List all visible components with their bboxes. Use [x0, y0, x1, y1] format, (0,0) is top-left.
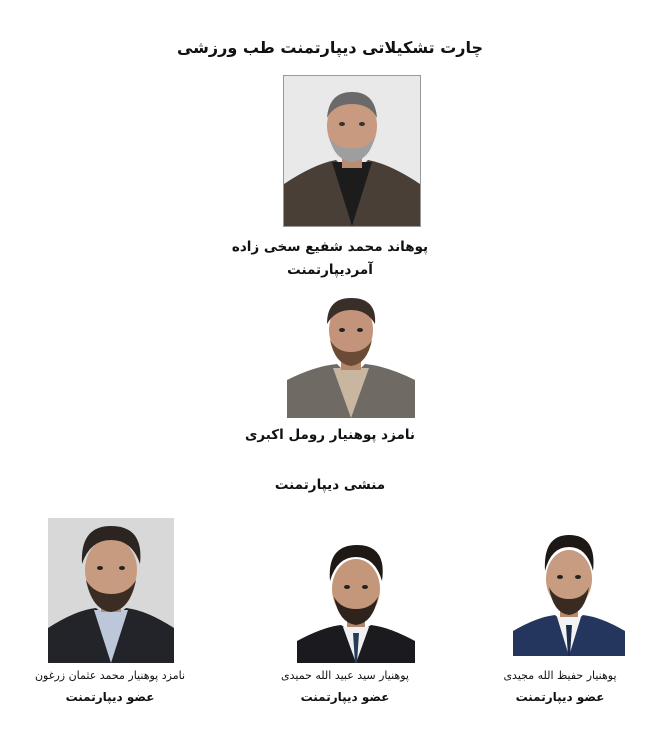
chart-title: چارت تشکیلاتی دیپارتمنت طب ورزشی [176, 38, 484, 57]
secretary-role: منشی دیپارتمنت [274, 477, 386, 493]
head-photo [283, 75, 421, 227]
member-role: عضو دیپارتمنت [65, 690, 155, 704]
secretary-photo [287, 290, 415, 418]
member-photo [513, 531, 625, 656]
head-name: پوهاند محمد شفیع سخی زاده [231, 239, 429, 255]
member-role: عضو دیپارتمنت [515, 690, 605, 704]
member-name: پوهنیار سید عبید الله حمیدی [281, 669, 409, 682]
member-name: پوهنیار حفیظ الله مجیدی [503, 669, 617, 682]
secretary-name: نامزد پوهنیار رومل اکبری [244, 427, 415, 443]
head-role: آمردیپارتمنت [287, 262, 373, 278]
member-name: نامزد پوهنیار محمد عثمان زرغون [34, 669, 186, 682]
member-photo [48, 518, 174, 663]
member-role: عضو دیپارتمنت [300, 690, 390, 704]
member-photo [297, 537, 415, 663]
